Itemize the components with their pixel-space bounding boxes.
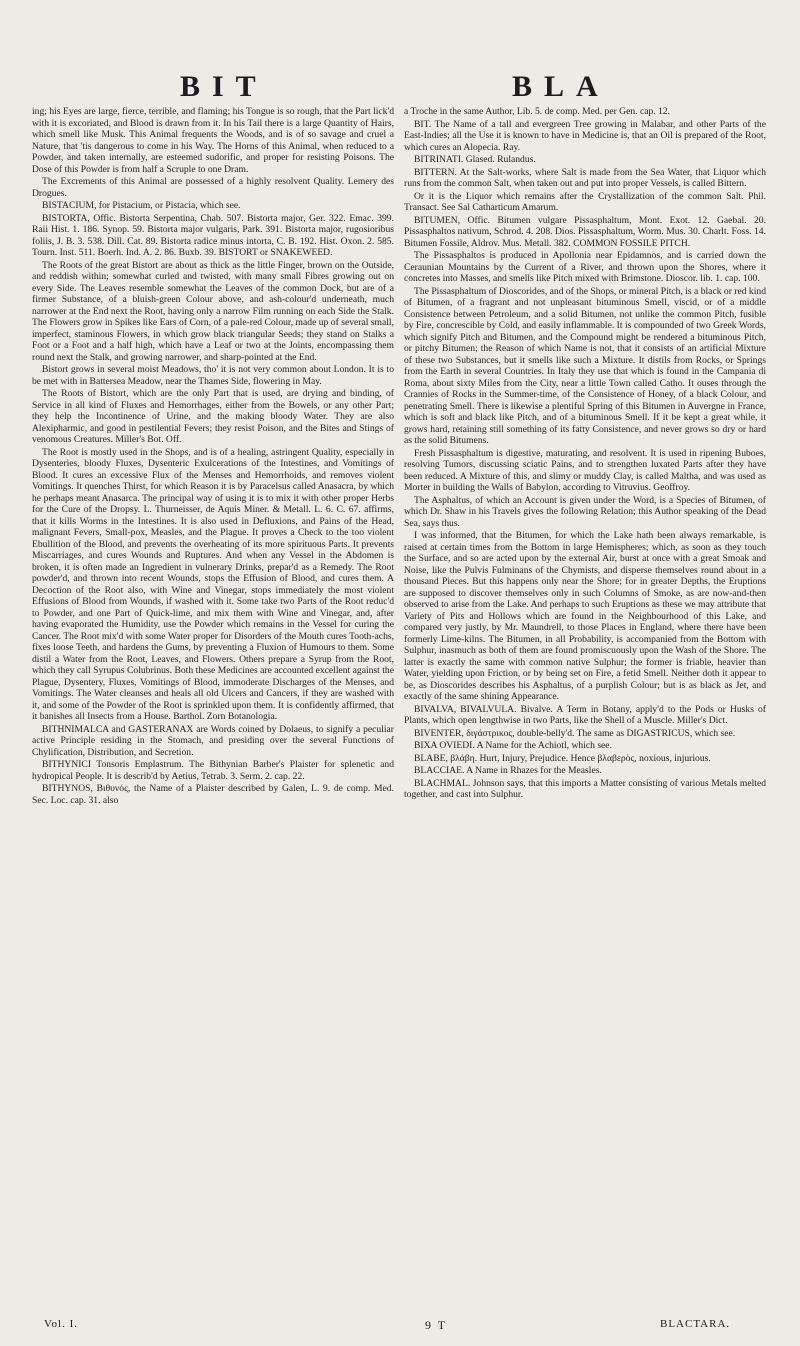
- entry: BITRINATI. Glased. Rulandus.: [414, 154, 536, 165]
- entry: BIT. The Name of a tall and evergreen Tree growing in Malabar, and other Parts of the East-Indies; all the Use it is known to have in Medicine is, that an Oil is prepared of the Root, which cures an Alopecia. Ray.: [404, 118, 766, 153]
- paragraph: The Roots of the great Bistort are about as thick as the little Finger, brown on the Outside, and reddish within; somewhat curled and twisted, with many small Fibres growing out on every Side. The Leaves resemble somewhat the Leaves of the common Dock, but are of a firmer Substance, of a bluish-green Colour above, and ash-colour'd underneath, much narrower at the End next the Root, having only a narrow Film running on each Side the Stalk. The Flowers grow in Spikes like Ears of Corn, of a pale-red Colour, made up of several small, imperfect, staminous Flowers, in which grow black triangular Seeds; they stand on Stalks a Foot or a Foot and a half high, which have a Leaf or two at the Joints, encompassing them round next the Stalk, and growing narrower, and sharp-pointed at the End.: [32, 259, 394, 363]
- paragraph: The Pissasphaltum of Dioscorides, and of the Shops, or mineral Pitch, is a black or red kind of Bitumen, of a fragrant and not unpleasant bituminous Smell, viscid, or of a middle Consistence between Petroleum, and a solid Bitumen, not unlike the common Pitch, fusible by Fire, concrescible by Cold, and easily inflammable. It is compounded of two Greek Words, which signify Pitch and Bitumen, and the Compound might be rendered a bituminous Pitch, or pitchy Bitumen; the Reason of which Name is not, that it consists of an artificial Mixture of these two Substances, but it smells like such a Mixture. It distils from Rocks, or Springs from the Earth in several Countries. In Italy they use that which is found in the Campania di Roma, about sixty Miles from the City, near a little Town called Catho. It ouses through the Crannies of Rocks in the Summer-time, of the Consistence of Honey, of a black Colour, and penetrating Smell. There is likewise a plentiful Spring of this Bitumen in Auvergne in France, which is soft and black like Pitch, and of a bituminous Smell. If it be kept a great while, it grows hard, retaining still something of its fatty Consistence, and never grows so dry or hard as the solid Bitumens.: [404, 285, 766, 446]
- paragraph: Bistort grows in several moist Meadows, tho' it is not very common about London. It is to be met with in Battersea Meadow, near the Thames Side, flowering in May.: [32, 364, 394, 387]
- paragraph: The Excrements of this Animal are possessed of a highly resolvent Quality. Lemery des Drogues.: [32, 176, 394, 199]
- right-column: [404, 106, 766, 1314]
- paragraph: The Asphaltus, of which an Account is given under the Word, is a Species of Bitumen, of which Dr. Shaw in his Travels gives the following Relation; this Author speaking of the Dead Sea, says thus.: [404, 494, 766, 529]
- paragraph: a Troche in the same Author, Lib. 5. de comp. Med. per Gen. cap. 12.: [404, 106, 671, 117]
- entry: BIVENTER, διγάστρικος, double-belly'd. The same as DIGASTRICUS, which see.: [414, 727, 736, 739]
- left-column: [32, 106, 394, 1314]
- entry: BLACCIAE. A Name in Rhazes for the Measles.: [414, 765, 602, 776]
- entry: BLACHMAL. Johnson says, that this imports a Matter consisting of various Metals melted together, and cast into Sulphur.: [404, 777, 766, 800]
- entry: BLABE, βλάβη. Hurt, Injury, Prejudice. Hence βλαβερὸς, noxious, injurious.: [414, 752, 711, 764]
- paragraph: The Root is mostly used in the Shops, and is of a healing, astringent Quality, especially in Dysenteries, bloody Fluxes, Dysenteric Exulcerations of the Intestines, and Vomitings of Blood. It cures an excessive Flux of the Menses and Hemorrhoids, and removes violent Vomitings. It quenches Thirst, for which Reason it is by Paracelsus called Anasacra, by which he perhaps meant Anasarca. The principal way of using it is to mix it with other proper Herbs for the Cure of the Dropsy. L. Thurneisser, de Aquis Miner. & Metall. L. 6. C. 67. affirms, that it kills Worms in the Intestines. It is also used in Defluxions, and Pains of the Head, malignant Fevers, Small-pox, Measles, and the Plague. It proves a Check to the too violent Ebullition of the Blood, and prevents the overheating of its more spirituous Parts. It prevents Miscarriages, and cures Wounds and Ruptures. And when any Vessel in the Abdomen is broken, it is often made an Ingredient in vulnerary Drinks, prepar'd as a Remedy. The Root powder'd, and thrown into recent Wounds, stops the Effusion of Blood, and cures them. A Decoction of the Root also, with Wine and Vinegar, stops immediately the most violent Effusions of Blood from Wounds, if washed with it. Some take two Parts of the Root reduc'd to Powder, and one Part of Quick-lime, and mix them with Wine and Vinegar, and, after having evaporated the Humidity, use the Powder which remains in the Vessel for curing the Cancer. The Root mix'd with some Water proper for Disorders of the Mouth cures Tooth-achs, fixes loose Teeth, and hardens the Gums, by preventing a Fluxion of Humours to them. Some distil a Water from the Root, Leaves, and Flowers. Others prepare a Syrup from the Root, which they call Syrupus Colubrinus. Both these Medicines are accounted excellent against the Plague, Dysentery, Fluxes, Vomitings of Blood, immoderate Discharges of the Menses, and Vomitings. The Water cleanses and heals all old Ulcers and Cancers, if they are washed with it, and some of the Powder of the Root is sprinkled upon them. It is confidently affirmed, that it banishes all Insects from a House. Barthol. Zorn Botanologia.: [32, 446, 394, 722]
- entry: BITHYNOS, Βιθυνός, the Name of a Plaister described by Galen, L. 9. de comp. Med. Sec. Loc. cap. 31. also: [32, 783, 394, 806]
- paragraph: The Pissasphaltos is produced in Apollonia near Epidamnos, and is carried down the Ceraunian Mountains by the Current of a River, and thrown upon the Shores, where it concretes into Masses, and smells like Pitch mixed with Brimstone. Dioscor. lib. 1. cap. 100.: [404, 250, 766, 284]
- paragraph: Fresh Pissasphaltum is digestive, maturating, and resolvent. It is used in ripening Buboes, resolving Tumors, discussing sciatic Pains, and to strengthen luxated Parts after they have been reduced. A Mixture of this, and slimy or muddy Clay, is called Maltha, and was used as Morter in building the Walls of Babylon, according to Vitruvius. Geoffroy.: [404, 447, 766, 493]
- catchword: BLACTARA.: [660, 1318, 731, 1330]
- paragraph: The Roots of Bistort, which are the only Part that is used, are drying and binding, of Service in all kind of Fluxes and Hemorrhages, either from the Bowels, or any other Part; they help the Incontinence of Urine, and the making bloody Water. They are also Alexipharmic, and good in pestilential Fevers; they resist Poison, and the Bites and Stings of venomous Creatures. Miller's Bot. Off.: [32, 388, 394, 445]
- entry: BITTERN. At the Salt-works, where Salt is made from the Sea Water, that Liquor which runs from the common Salt, when taken out and put into proper Vessels, is called Bittern.: [404, 166, 766, 189]
- entry: BITUMEN, Offic. Bitumen vulgare Pissasphaltum, Mont. Exot. 12. Gaebal. 20. Pissasphaltos nativum, Schrod. 4. 208. Dios. Pissasphaltum, Worm. Mus. 30. Charlt. Foss. 14. Bitumen Fossile, Aldrov. Mus. Metall. 382. COMMON FOSSILE PITCH.: [404, 214, 766, 249]
- entry: BIVALVA, BIVALVULA. Bivalve. A Term in Botany, apply'd to the Pods or Husks of Plants, which open lengthwise in two Parts, like the Shell of a Muscle. Miller's Dict.: [404, 703, 766, 726]
- paragraph: Or it is the Liquor which remains after the Crystallization of the common Salt. Phil. Transact. See Sal Catharticum Amarum.: [404, 190, 766, 213]
- entry: BIXA OVIEDI. A Name for the Achiotl, which see.: [414, 740, 612, 751]
- entry: BITHNIMALCA and GASTERANAX are Words coined by Dolaeus, to signify a peculiar active Principle residing in the Stomach, and presiding over the several Functions of Chylification, Distribution, and Secretion.: [32, 723, 394, 758]
- volume-number: Vol. I.: [44, 1318, 78, 1330]
- paragraph: ing; his Eyes are large, fierce, terrible, and flaming; his Tongue is so rough, that the Part lick'd with it is excoriated, and Blood is drawn from it. In his Tail there is a large Quantity of Hairs, which smell like Musk. This Animal frequents the Woods, and is of so savage and cruel a Nature, that 'tis dangerous to come in his Way. The Horns of this Animal, when reduced to a Powder, and taken internally, are esteemed sudorific, and proper for resisting Poisons. The Dose of this Powder is from half a Scruple to one Dram.: [32, 106, 394, 175]
- signature-mark: 9 T: [425, 1318, 448, 1332]
- paragraph: I was informed, that the Bitumen, for which the Lake hath been always remarkable, is raised at certain times from the Bottom in large Hemispheres; which, as soon as they touch the Surface, and so are acted upon by the external Air, burst at once with a great Smoak and Noise, like the Pulvis Fulminans of the Chymists, and disperse themselves round about in a thousand Pieces. But this happens only near the Shore; for in greater Depths, the Eruptions are supposed to discover themselves only in such Columns of Smoke, as are now-and-then observed to arise from the Lake. And perhaps to such Eruptions as these we may attribute that Variety of Pits and Hollows which are found in the Neighbourhood of this Lake, and compared very justly, by Mr. Maundrell, to those Places in England, where there have been formerly Lime-kilns. The Bitumen, in all Probability, is accompanied from the Bottom with Sulphur, inasmuch as both of them are found promiscuously upon the Wash of the Shore. The latter is exactly the same with common native Sulphur; the former is friable, heavier than Water, yielding upon Friction, or by being set on Fire, a fetid Smell. Neither doth it appear to be, as Dioscorides describes his Asphaltus, of a purplish Colour; but is as black as Jet, and exactly of the same shining Appearance.: [404, 530, 766, 702]
- entry: BISTORTA, Offic. Bistorta Serpentina, Chab. 507. Bistorta major, Ger. 322. Emac. 399. Raii Hist. 1. 186. Synop. 59. Bistorta major vulgaris, Park. 391. Bistorta major, rugosioribus foliis, J. B. 3. 538. Dill. Cat. 89. Bistorta radice minus intorta, C. B. 192. Hist. Oxon. 2. 585. Tourn. Inst. 511. Boerh. Ind. A. 2. 86. Buxb. 39. BISTORT or SNAKEWEED.: [32, 212, 394, 258]
- running-head-left: BIT: [180, 70, 268, 103]
- entry: BITHYNICI Tonsoris Emplastrum. The Bithynian Barber's Plaister for splenetic and hydropical People. It is describ'd by Aetius, Tetrab. 3. Serm. 2. cap. 22.: [32, 759, 394, 782]
- running-head-right: BLA: [512, 70, 610, 103]
- entry: BISTACIUM, for Pistacium, or Pistacia, which see.: [42, 200, 241, 211]
